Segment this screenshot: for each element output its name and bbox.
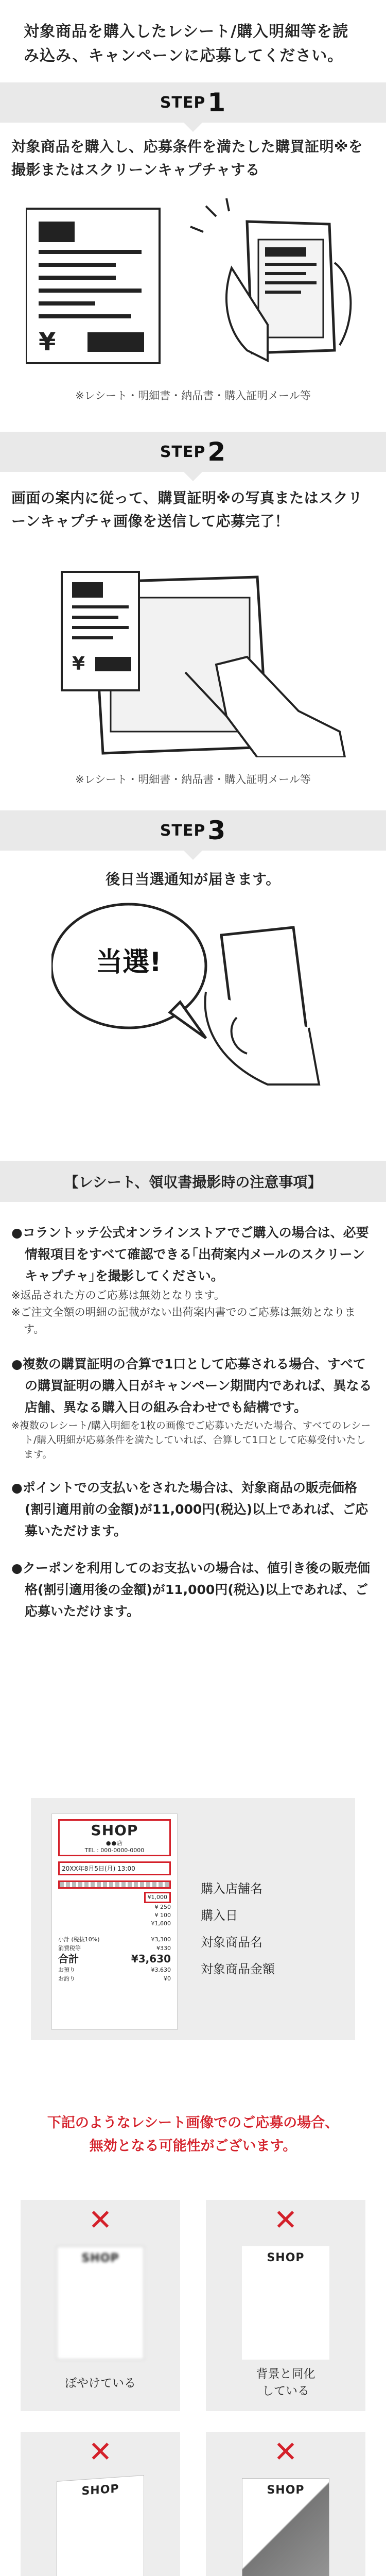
phone-camera-icon [190, 198, 350, 361]
sample-field-labels [201, 1875, 275, 1982]
sample-change: ¥0 [164, 1975, 171, 1982]
sample-tax-label: 消費税等 [58, 1945, 81, 1952]
receipt-icon [26, 209, 160, 363]
bad-example-crumpled: ✕ SHOP [21, 2432, 180, 2576]
sample-change-label: お釣り [58, 1975, 75, 1982]
step3-illustration [51, 899, 340, 1090]
notice-sub-2a: ※複数のレシート/購入明細を1枚の画像でご応募いただいた場合、すべてのレシート/購入明細が応募条件を満たしていれば、合算して1口として応募受付いたします。 [11, 1420, 371, 1460]
step1-number: 1 [207, 88, 226, 117]
sample-price-3: ¥ 100 [154, 1912, 171, 1919]
sample-price-4: ¥1,600 [151, 1920, 171, 1927]
step2-illustration [31, 562, 350, 757]
receipt-icon [62, 572, 139, 690]
svg-text:¥: ¥ [72, 653, 85, 674]
intro-text: 対象商品を購入したレシート/購入明細等を読み込み、キャンペーンに応募してください。 [24, 23, 349, 65]
step3-header [0, 810, 386, 851]
sample-shop-name: SHOP [91, 1822, 138, 1839]
notice-list [11, 1222, 375, 1622]
label-date: 購入日 [201, 1908, 238, 1923]
sample-price-1: ¥1,000 [144, 1892, 171, 1903]
notice-bullet-2: ●複数の購買証明の合算で1口として応募される場合、すべての購買証明の購入日がキャンペーン期間内であれば、異なる店舗、異なる購入日の組み合わせでも結構です。 [11, 1357, 372, 1415]
sample-date: 20XX年8月5日(月) 13:00 [58, 1861, 171, 1875]
step2-header [0, 432, 386, 472]
notice-bullet-3: ●ポイントでの支払いをされた場合は、対象商品の販売価格(割引適用前の金額)が11,000円(税込)以上であれば、ご応募いただけます。 [11, 1480, 369, 1538]
step1-note: ※レシート・明細書・納品書・購入証明メール等 [75, 389, 311, 402]
invalid-mark-icon: ✕ [88, 2435, 113, 2469]
sample-receipt: SHOP ●●店 TEL : 000-0000-0000 20XX年8月5日(月) 13:00 ¥1,000 ¥ 250 ¥ 100 ¥1,600 小計 (税抜10%) ¥3,300 消費税等 ¥330 合計 ¥3,630 お預り ¥3,630 お釣り ¥0 [51, 1814, 178, 2030]
step3-label: STEP [160, 821, 206, 840]
sample-subtotal: ¥3,300 [151, 1936, 171, 1943]
notice-bullet-4: ●クーポンを利用してのお支払いの場合は、値引き後の販売価格(割引適用後の金額)が11,000円(税込)以上であれば、ご応募いただけます。 [11, 1561, 370, 1619]
bad-example-shadow: ✕ SHOP [206, 2432, 365, 2576]
step1-description: 対象商品を購入し、応募条件を満たした購買証明※を撮影またはスクリーンキャプチャする [11, 138, 363, 178]
phone-hand-icon [205, 927, 320, 1084]
step3-description: 後日当選通知が届きます。 [106, 871, 280, 888]
sample-item-highlight [58, 1880, 171, 1889]
invalid-warning: 下記のようなレシート画像でのご応募の場合、 無効となる可能性がございます。 [47, 2115, 339, 2154]
sample-cash-label: お預り [58, 1967, 75, 1973]
step3-number: 3 [207, 816, 226, 845]
sample-tel: TEL : 000-0000-0000 [84, 1847, 145, 1854]
step2-note: ※レシート・明細書・納品書・購入証明メール等 [75, 773, 311, 786]
step1-illustration [26, 196, 360, 366]
sample-total: ¥3,630 [131, 1953, 171, 1965]
notice-title: 【レシート、領収書撮影時の注意事項】 [0, 1161, 386, 1202]
sample-cash: ¥3,630 [151, 1967, 171, 1973]
invalid-mark-icon: ✕ [273, 2204, 298, 2237]
step2-label: STEP [160, 443, 206, 461]
sample-total-label: 合計 [58, 1953, 79, 1965]
step2-description: 画面の案内に従って、購買証明※の写真またはスクリーンキャプチャ画像を送信して応募完了！ [11, 489, 363, 530]
step1-label: STEP [160, 93, 206, 112]
sample-subtotal-label: 小計 (税抜10%) [58, 1936, 100, 1943]
bad-example-label: 背景と同化 している [256, 2367, 315, 2398]
win-bubble-text: 当選! [96, 947, 162, 978]
notice-sub-1b: ※ご注文全額の明細の記載がない出荷案内書でのご応募は無効となります。 [11, 1306, 356, 1335]
invalid-mark-icon: ✕ [273, 2435, 298, 2469]
label-price: 対象商品金額 [201, 1962, 275, 1976]
step1-header [0, 82, 386, 123]
notice-bullet-1: ●コラントッテ公式オンラインストアでご購入の場合は、必要情報項目をすべて確認できる｢出荷案内メールのスクリーンキャプチャ｣を撮影してください。 [11, 1225, 369, 1283]
svg-text:¥: ¥ [39, 328, 56, 357]
bad-example-label: ぼやけている [65, 2377, 136, 2390]
invalid-mark-icon: ✕ [88, 2204, 113, 2237]
bad-example-blurry: ✕ SHOP ぼやけている [21, 2200, 180, 2411]
sample-tax: ¥330 [156, 1945, 171, 1952]
step2-number: 2 [207, 437, 226, 467]
notice-sub-1a: ※返品された方のご応募は無効となります。 [11, 1289, 225, 1301]
bad-example-background: ✕ SHOP 背景と同化 している [206, 2200, 365, 2411]
label-store: 購入店舗名 [201, 1882, 262, 1896]
sample-receipt-panel [31, 1798, 355, 2040]
label-product: 対象商品名 [201, 1935, 262, 1950]
sample-price-2: ¥ 250 [154, 1904, 171, 1910]
